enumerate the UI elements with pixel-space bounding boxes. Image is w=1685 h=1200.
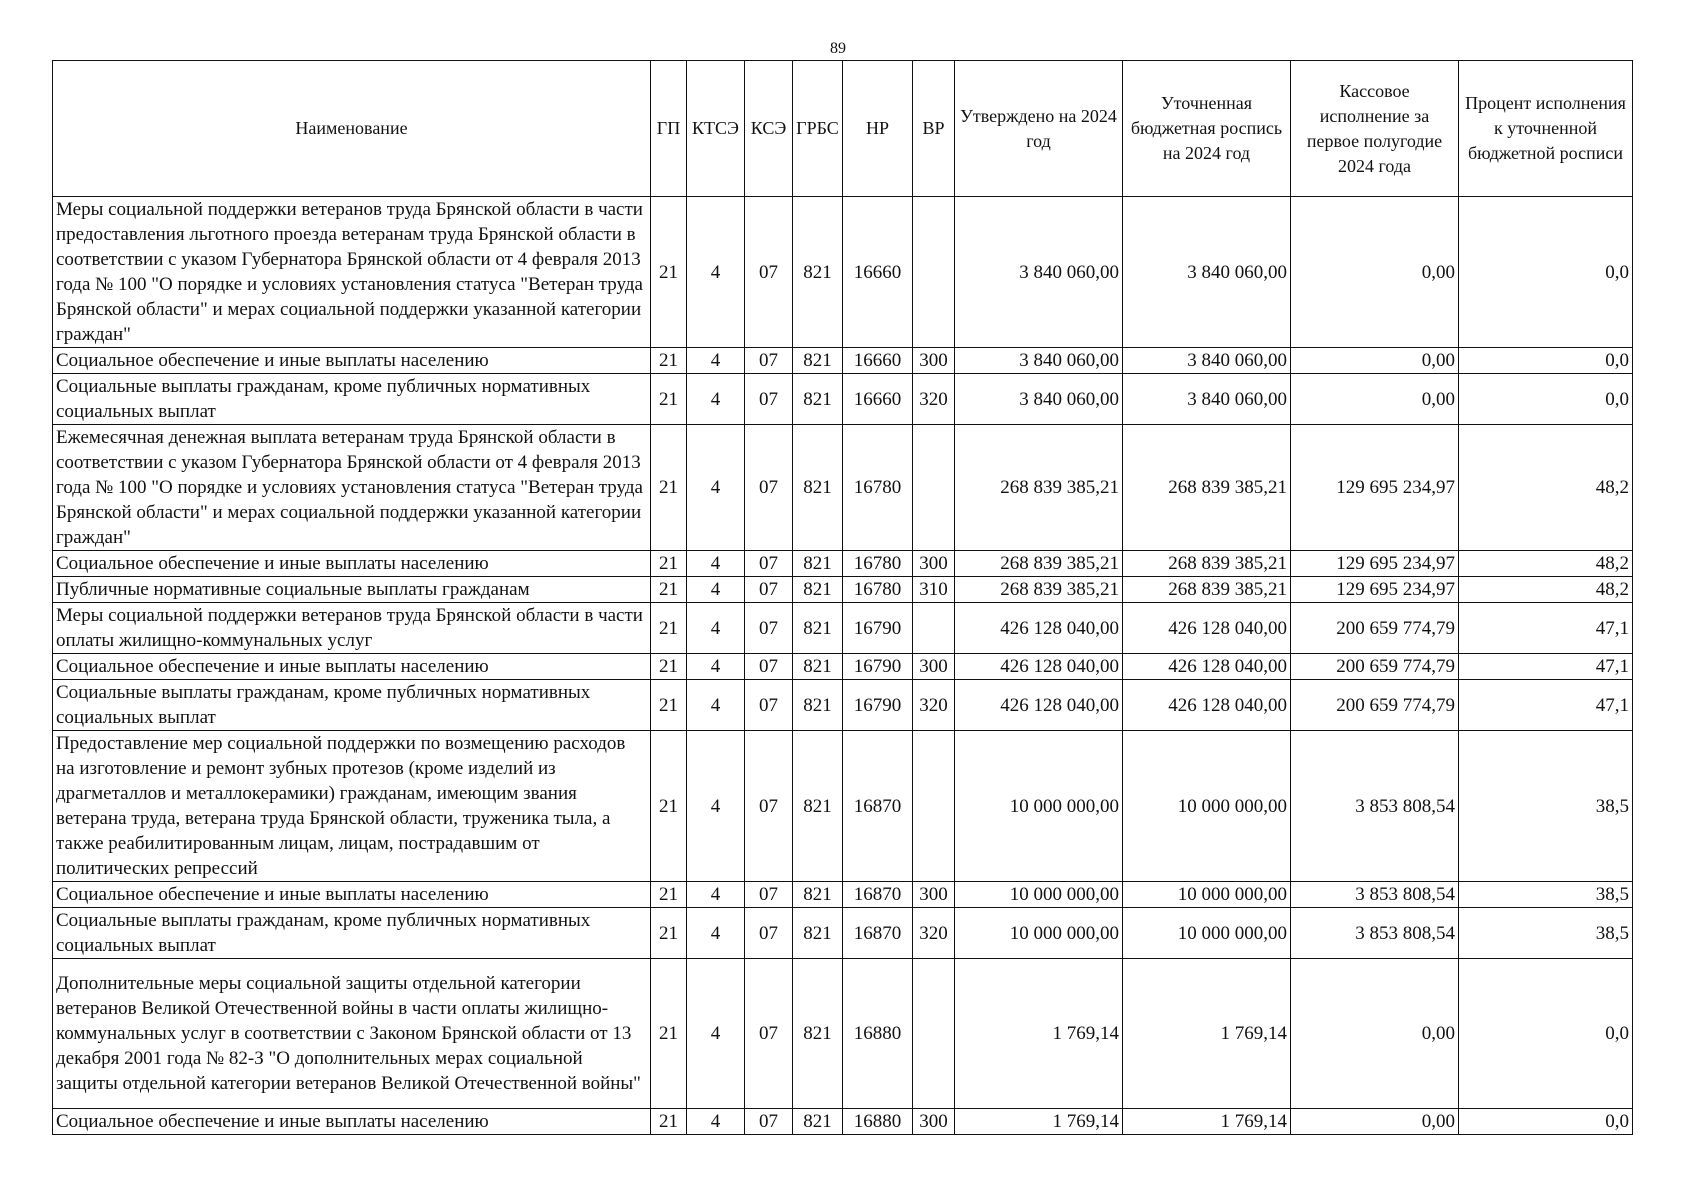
cell-approved: 426 128 040,00 <box>955 654 1123 680</box>
cell-grbs: 821 <box>793 425 843 551</box>
cell-nr: 16790 <box>843 680 913 731</box>
cell-approved: 3 840 060,00 <box>955 197 1123 348</box>
cell-executed: 0,00 <box>1291 1109 1459 1135</box>
cell-nr: 16790 <box>843 603 913 654</box>
table-row <box>53 959 1633 1109</box>
cell-executed: 129 695 234,97 <box>1291 425 1459 551</box>
cell-percent: 47,1 <box>1459 680 1633 731</box>
cell-vr: 320 <box>913 680 955 731</box>
cell-vr <box>913 197 955 348</box>
cell-executed: 0,00 <box>1291 197 1459 348</box>
cell-executed: 200 659 774,79 <box>1291 654 1459 680</box>
cell-approved: 3 840 060,00 <box>955 374 1123 425</box>
cell-kse: 07 <box>745 654 793 680</box>
column-header-percent: Процент исполнения к уточненной бюджетной росписи <box>1459 61 1633 197</box>
cell-grbs: 821 <box>793 731 843 882</box>
cell-name: Ежемесячная денежная выплата ветеранам труда Брянской области в соответствии с указом Губернатора Брянской области от 4 февраля 2013 года № 100 "О порядке и условиях установления статуса "Ветеран труда Брянской области" и мерах социальной поддержки указанной категории граждан" <box>53 425 651 551</box>
cell-percent: 0,0 <box>1459 348 1633 374</box>
cell-name: Социальные выплаты гражданам, кроме публичных нормативных социальных выплат <box>53 908 651 959</box>
cell-ktse: 4 <box>687 577 745 603</box>
cell-kse: 07 <box>745 603 793 654</box>
cell-gp: 21 <box>651 603 687 654</box>
cell-approved: 10 000 000,00 <box>955 731 1123 882</box>
cell-percent: 0,0 <box>1459 959 1633 1109</box>
cell-approved: 268 839 385,21 <box>955 577 1123 603</box>
cell-name: Социальные выплаты гражданам, кроме публичных нормативных социальных выплат <box>53 374 651 425</box>
cell-nr: 16780 <box>843 425 913 551</box>
cell-name: Предоставление мер социальной поддержки по возмещению расходов на изготовление и ремонт зубных протезов (кроме изделий из драгметаллов и металлокерамики) гражданам, имеющим звания ветерана труда, ветерана труда Брянской области, труженика тыла, а также реабилитированным лицам, лицам, пострадавшим от политических репрессий <box>53 731 651 882</box>
cell-nr: 16660 <box>843 374 913 425</box>
cell-gp: 21 <box>651 1109 687 1135</box>
cell-gp: 21 <box>651 425 687 551</box>
table-row <box>53 654 1633 680</box>
cell-kse: 07 <box>745 1109 793 1135</box>
column-header-name: Наименование <box>53 61 651 197</box>
cell-refined: 3 840 060,00 <box>1123 374 1291 425</box>
cell-approved: 1 769,14 <box>955 1109 1123 1135</box>
cell-gp: 21 <box>651 654 687 680</box>
page-number: 89 <box>830 40 846 57</box>
column-header-nr: НР <box>843 61 913 197</box>
cell-percent: 38,5 <box>1459 908 1633 959</box>
cell-executed: 3 853 808,54 <box>1291 908 1459 959</box>
cell-executed: 3 853 808,54 <box>1291 882 1459 908</box>
cell-refined: 3 840 060,00 <box>1123 348 1291 374</box>
cell-refined: 10 000 000,00 <box>1123 882 1291 908</box>
cell-grbs: 821 <box>793 680 843 731</box>
cell-nr: 16880 <box>843 1109 913 1135</box>
column-header-gp: ГП <box>651 61 687 197</box>
cell-vr: 300 <box>913 1109 955 1135</box>
cell-executed: 129 695 234,97 <box>1291 577 1459 603</box>
cell-name: Социальное обеспечение и иные выплаты населению <box>53 1109 651 1135</box>
cell-name: Социальное обеспечение и иные выплаты населению <box>53 551 651 577</box>
table-row <box>53 603 1633 654</box>
column-header-vr: ВР <box>913 61 955 197</box>
cell-gp: 21 <box>651 959 687 1109</box>
cell-grbs: 821 <box>793 882 843 908</box>
cell-refined: 426 128 040,00 <box>1123 603 1291 654</box>
cell-ktse: 4 <box>687 959 745 1109</box>
cell-ktse: 4 <box>687 1109 745 1135</box>
cell-name: Социальное обеспечение и иные выплаты населению <box>53 348 651 374</box>
cell-grbs: 821 <box>793 374 843 425</box>
cell-percent: 0,0 <box>1459 1109 1633 1135</box>
cell-vr: 320 <box>913 374 955 425</box>
cell-kse: 07 <box>745 680 793 731</box>
cell-refined: 1 769,14 <box>1123 1109 1291 1135</box>
table-header-row <box>53 61 1633 197</box>
cell-executed: 200 659 774,79 <box>1291 680 1459 731</box>
cell-kse: 07 <box>745 731 793 882</box>
cell-kse: 07 <box>745 197 793 348</box>
cell-refined: 268 839 385,21 <box>1123 551 1291 577</box>
cell-executed: 200 659 774,79 <box>1291 603 1459 654</box>
cell-nr: 16870 <box>843 908 913 959</box>
cell-nr: 16790 <box>843 654 913 680</box>
cell-nr: 16660 <box>843 197 913 348</box>
cell-vr: 320 <box>913 908 955 959</box>
cell-approved: 426 128 040,00 <box>955 603 1123 654</box>
column-header-kse: КСЭ <box>745 61 793 197</box>
cell-nr: 16870 <box>843 731 913 882</box>
cell-ktse: 4 <box>687 425 745 551</box>
cell-percent: 0,0 <box>1459 374 1633 425</box>
table-row <box>53 731 1633 882</box>
cell-percent: 48,2 <box>1459 551 1633 577</box>
cell-vr <box>913 731 955 882</box>
cell-nr: 16780 <box>843 551 913 577</box>
column-header-grbs: ГРБС <box>793 61 843 197</box>
cell-name: Социальные выплаты гражданам, кроме публичных нормативных социальных выплат <box>53 680 651 731</box>
cell-kse: 07 <box>745 882 793 908</box>
cell-kse: 07 <box>745 577 793 603</box>
cell-approved: 426 128 040,00 <box>955 680 1123 731</box>
table-row <box>53 374 1633 425</box>
cell-approved: 10 000 000,00 <box>955 908 1123 959</box>
cell-ktse: 4 <box>687 731 745 882</box>
cell-ktse: 4 <box>687 348 745 374</box>
cell-percent: 47,1 <box>1459 654 1633 680</box>
cell-approved: 268 839 385,21 <box>955 425 1123 551</box>
cell-gp: 21 <box>651 731 687 882</box>
cell-gp: 21 <box>651 882 687 908</box>
table-row <box>53 908 1633 959</box>
cell-name: Публичные нормативные социальные выплаты гражданам <box>53 577 651 603</box>
cell-grbs: 821 <box>793 577 843 603</box>
cell-percent: 48,2 <box>1459 425 1633 551</box>
cell-ktse: 4 <box>687 908 745 959</box>
cell-percent: 47,1 <box>1459 603 1633 654</box>
cell-approved: 3 840 060,00 <box>955 348 1123 374</box>
cell-grbs: 821 <box>793 348 843 374</box>
cell-nr: 16660 <box>843 348 913 374</box>
cell-approved: 1 769,14 <box>955 959 1123 1109</box>
cell-refined: 268 839 385,21 <box>1123 577 1291 603</box>
cell-percent: 48,2 <box>1459 577 1633 603</box>
cell-ktse: 4 <box>687 374 745 425</box>
cell-kse: 07 <box>745 908 793 959</box>
cell-refined: 426 128 040,00 <box>1123 680 1291 731</box>
cell-name: Меры социальной поддержки ветеранов труда Брянской области в части предоставления льготного проезда ветеранам труда Брянской области в соответствии с указом Губернатора Брянской области от 4 февраля 2013 года № 100 "О порядке и условиях установления статуса "Ветеран труда Брянской области" и мерах социальной поддержки указанной категории граждан" <box>53 197 651 348</box>
cell-grbs: 821 <box>793 959 843 1109</box>
table-row <box>53 551 1633 577</box>
cell-grbs: 821 <box>793 1109 843 1135</box>
cell-grbs: 821 <box>793 654 843 680</box>
cell-executed: 3 853 808,54 <box>1291 731 1459 882</box>
cell-name: Социальное обеспечение и иные выплаты населению <box>53 882 651 908</box>
cell-refined: 10 000 000,00 <box>1123 908 1291 959</box>
cell-refined: 3 840 060,00 <box>1123 197 1291 348</box>
cell-kse: 07 <box>745 348 793 374</box>
cell-vr: 300 <box>913 654 955 680</box>
cell-grbs: 821 <box>793 908 843 959</box>
cell-name: Социальное обеспечение и иные выплаты населению <box>53 654 651 680</box>
table-row <box>53 680 1633 731</box>
budget-table <box>52 60 1633 1135</box>
table-row <box>53 197 1633 348</box>
table-row <box>53 882 1633 908</box>
column-header-refined: Уточненная бюджетная роспись на 2024 год <box>1123 61 1291 197</box>
cell-nr: 16870 <box>843 882 913 908</box>
cell-executed: 0,00 <box>1291 348 1459 374</box>
cell-vr: 300 <box>913 348 955 374</box>
table-row <box>53 425 1633 551</box>
cell-grbs: 821 <box>793 551 843 577</box>
cell-gp: 21 <box>651 197 687 348</box>
cell-nr: 16880 <box>843 959 913 1109</box>
cell-grbs: 821 <box>793 197 843 348</box>
cell-gp: 21 <box>651 348 687 374</box>
cell-gp: 21 <box>651 680 687 731</box>
table-row <box>53 577 1633 603</box>
cell-executed: 0,00 <box>1291 374 1459 425</box>
cell-kse: 07 <box>745 374 793 425</box>
cell-executed: 129 695 234,97 <box>1291 551 1459 577</box>
cell-ktse: 4 <box>687 551 745 577</box>
cell-ktse: 4 <box>687 603 745 654</box>
cell-gp: 21 <box>651 908 687 959</box>
cell-refined: 426 128 040,00 <box>1123 654 1291 680</box>
cell-refined: 1 769,14 <box>1123 959 1291 1109</box>
cell-vr: 310 <box>913 577 955 603</box>
cell-percent: 38,5 <box>1459 731 1633 882</box>
column-header-approved: Утверждено на 2024 год <box>955 61 1123 197</box>
cell-kse: 07 <box>745 959 793 1109</box>
cell-refined: 10 000 000,00 <box>1123 731 1291 882</box>
cell-kse: 07 <box>745 551 793 577</box>
cell-vr <box>913 959 955 1109</box>
cell-gp: 21 <box>651 577 687 603</box>
cell-percent: 0,0 <box>1459 197 1633 348</box>
cell-ktse: 4 <box>687 197 745 348</box>
cell-approved: 10 000 000,00 <box>955 882 1123 908</box>
cell-executed: 0,00 <box>1291 959 1459 1109</box>
column-header-ktse: КТСЭ <box>687 61 745 197</box>
cell-nr: 16780 <box>843 577 913 603</box>
cell-name: Дополнительные меры социальной защиты отдельной категории ветеранов Великой Отечественной войны в части оплаты жилищно-коммунальных услуг в соответствии с Законом Брянской области от 13 декабря 2001 года № 82-З "О дополнительных мерах социальной защиты отдельной категории ветеранов Великой Отечественной войны" <box>53 959 651 1109</box>
column-header-executed: Кассовое исполнение за первое полугодие 2024 года <box>1291 61 1459 197</box>
cell-approved: 268 839 385,21 <box>955 551 1123 577</box>
cell-gp: 21 <box>651 374 687 425</box>
cell-vr <box>913 425 955 551</box>
cell-ktse: 4 <box>687 654 745 680</box>
cell-vr: 300 <box>913 882 955 908</box>
table-row <box>53 348 1633 374</box>
table-row <box>53 1109 1633 1135</box>
cell-percent: 38,5 <box>1459 882 1633 908</box>
cell-name: Меры социальной поддержки ветеранов труда Брянской области в части оплаты жилищно-коммунальных услуг <box>53 603 651 654</box>
cell-grbs: 821 <box>793 603 843 654</box>
cell-refined: 268 839 385,21 <box>1123 425 1291 551</box>
cell-ktse: 4 <box>687 680 745 731</box>
cell-ktse: 4 <box>687 882 745 908</box>
cell-kse: 07 <box>745 425 793 551</box>
cell-gp: 21 <box>651 551 687 577</box>
cell-vr: 300 <box>913 551 955 577</box>
cell-vr <box>913 603 955 654</box>
